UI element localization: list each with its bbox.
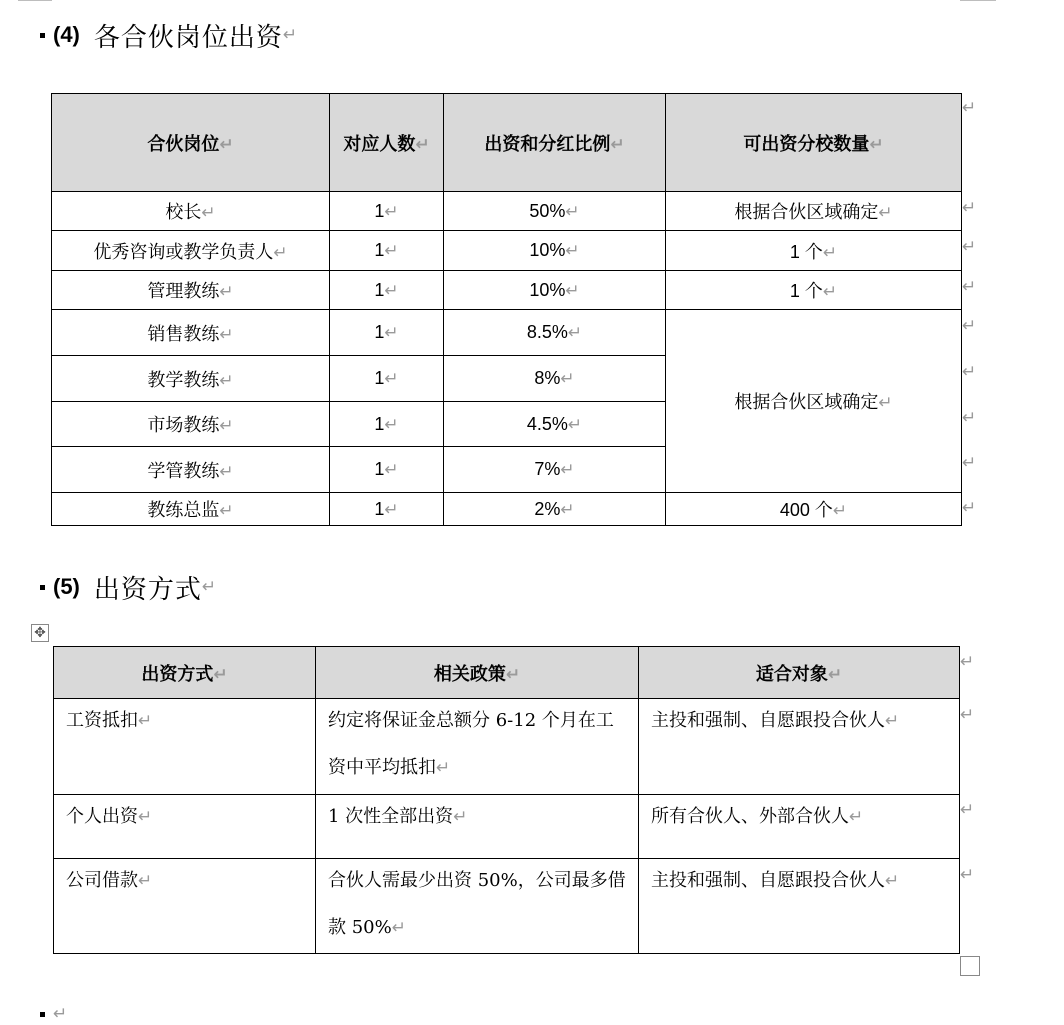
table-cell: 1↵ <box>330 310 444 356</box>
table-cell: 2%↵ <box>444 493 666 526</box>
table-cell: 合伙人需最少出资 50%，公司最多借款 50%↵ <box>316 859 639 954</box>
table-cell: 1↵ <box>330 231 444 271</box>
table-cell: 个人出资↵ <box>54 795 316 859</box>
section-heading-5 <box>40 568 216 606</box>
table-cell: 50%↵ <box>444 192 666 231</box>
table-cell: 约定将保证金总额分 6-12 个月在工资中平均抵扣↵ <box>316 699 639 795</box>
heading-number: (4) <box>53 22 80 47</box>
table-cell: 主投和强制、自愿跟投合伙人↵ <box>639 859 960 954</box>
table-resize-handle[interactable] <box>960 956 980 976</box>
header-cell: 可出资分校数量↵ <box>666 94 962 192</box>
row-end-mark-icon: ↵ <box>962 498 977 518</box>
table-cell: 10%↵ <box>444 271 666 310</box>
row-end-mark-icon: ↵ <box>960 800 975 820</box>
table-cell: 400 个↵ <box>666 493 962 526</box>
table-row <box>52 231 962 271</box>
table-cell: 4.5%↵ <box>444 402 666 447</box>
table-row <box>54 699 960 795</box>
row-end-mark-icon: ↵ <box>962 453 977 473</box>
row-end-mark-icon: ↵ <box>960 705 975 725</box>
table-cell: 管理教练↵ <box>52 271 330 310</box>
merged-quota-cell: 根据合伙区域确定↵ <box>666 310 962 493</box>
table-cell: 学管教练↵ <box>52 447 330 493</box>
table-row <box>54 795 960 859</box>
header-cell: 相关政策↵ <box>316 647 639 699</box>
table-cell: 所有合伙人、外部合伙人↵ <box>639 795 960 859</box>
table-cell: 1 个↵ <box>666 231 962 271</box>
header-cell: 适合对象↵ <box>639 647 960 699</box>
table-cell: 1↵ <box>330 402 444 447</box>
table-row <box>52 493 962 526</box>
table-cell: 7%↵ <box>444 447 666 493</box>
margin-mark-right <box>960 0 996 1</box>
table-cell: 1↵ <box>330 447 444 493</box>
table-row <box>52 310 962 356</box>
table-cell: 1↵ <box>330 493 444 526</box>
table-header-row <box>54 647 960 699</box>
table-cell: 1↵ <box>330 271 444 310</box>
paragraph-mark-icon: ↵ <box>282 25 298 45</box>
bullet-icon <box>40 585 45 590</box>
table-cell: 8.5%↵ <box>444 310 666 356</box>
paragraph-mark-icon: ↵ <box>53 1004 68 1024</box>
table-cell: 教练总监↵ <box>52 493 330 526</box>
row-end-mark-icon: ↵ <box>962 198 977 218</box>
row-end-mark-icon: ↵ <box>962 362 977 382</box>
table-cell: 1↵ <box>330 356 444 402</box>
heading-title: 各合伙岗位出资 <box>93 22 283 53</box>
row-end-mark-icon: ↵ <box>962 316 977 336</box>
header-cell: 出资和分红比例↵ <box>444 94 666 192</box>
row-end-mark-icon: ↵ <box>962 408 977 428</box>
bullet-icon <box>40 33 45 38</box>
table-cell: 8%↵ <box>444 356 666 402</box>
table-cell: 工资抵扣↵ <box>54 699 316 795</box>
row-end-mark-icon: ↵ <box>962 98 977 118</box>
header-cell: 出资方式↵ <box>54 647 316 699</box>
table-cell: 1 次性全部出资↵ <box>316 795 639 859</box>
table-header-row <box>52 94 962 192</box>
header-cell: 对应人数↵ <box>330 94 444 192</box>
table-cell: 公司借款↵ <box>54 859 316 954</box>
section-heading-4 <box>40 16 297 54</box>
table-cell: 主投和强制、自愿跟投合伙人↵ <box>639 699 960 795</box>
table-cell: 校长↵ <box>52 192 330 231</box>
table-cell: 1↵ <box>330 192 444 231</box>
table-row <box>54 859 960 954</box>
row-end-mark-icon: ↵ <box>962 277 977 297</box>
row-end-mark-icon: ↵ <box>960 865 975 885</box>
bullet-icon <box>40 1012 45 1017</box>
table-cell: 销售教练↵ <box>52 310 330 356</box>
table-row <box>52 192 962 231</box>
table-cell: 10%↵ <box>444 231 666 271</box>
investment-method-table <box>53 646 960 954</box>
heading-title: 出资方式 <box>93 574 202 605</box>
partner-investment-table <box>51 93 962 526</box>
paragraph-mark-icon: ↵ <box>201 577 217 597</box>
table-cell: 市场教练↵ <box>52 402 330 447</box>
header-cell: 合伙岗位↵ <box>52 94 330 192</box>
table-cell: 根据合伙区域确定↵ <box>666 192 962 231</box>
row-end-mark-icon: ↵ <box>962 237 977 257</box>
margin-mark-left <box>18 0 52 1</box>
table-cell: 1 个↵ <box>666 271 962 310</box>
heading-number: (5) <box>53 574 80 599</box>
table-move-handle-icon[interactable]: ✥ <box>31 624 49 642</box>
table-cell: 教学教练↵ <box>52 356 330 402</box>
row-end-mark-icon: ↵ <box>960 652 975 672</box>
table-cell: 优秀咨询或教学负责人↵ <box>52 231 330 271</box>
table-row <box>52 271 962 310</box>
